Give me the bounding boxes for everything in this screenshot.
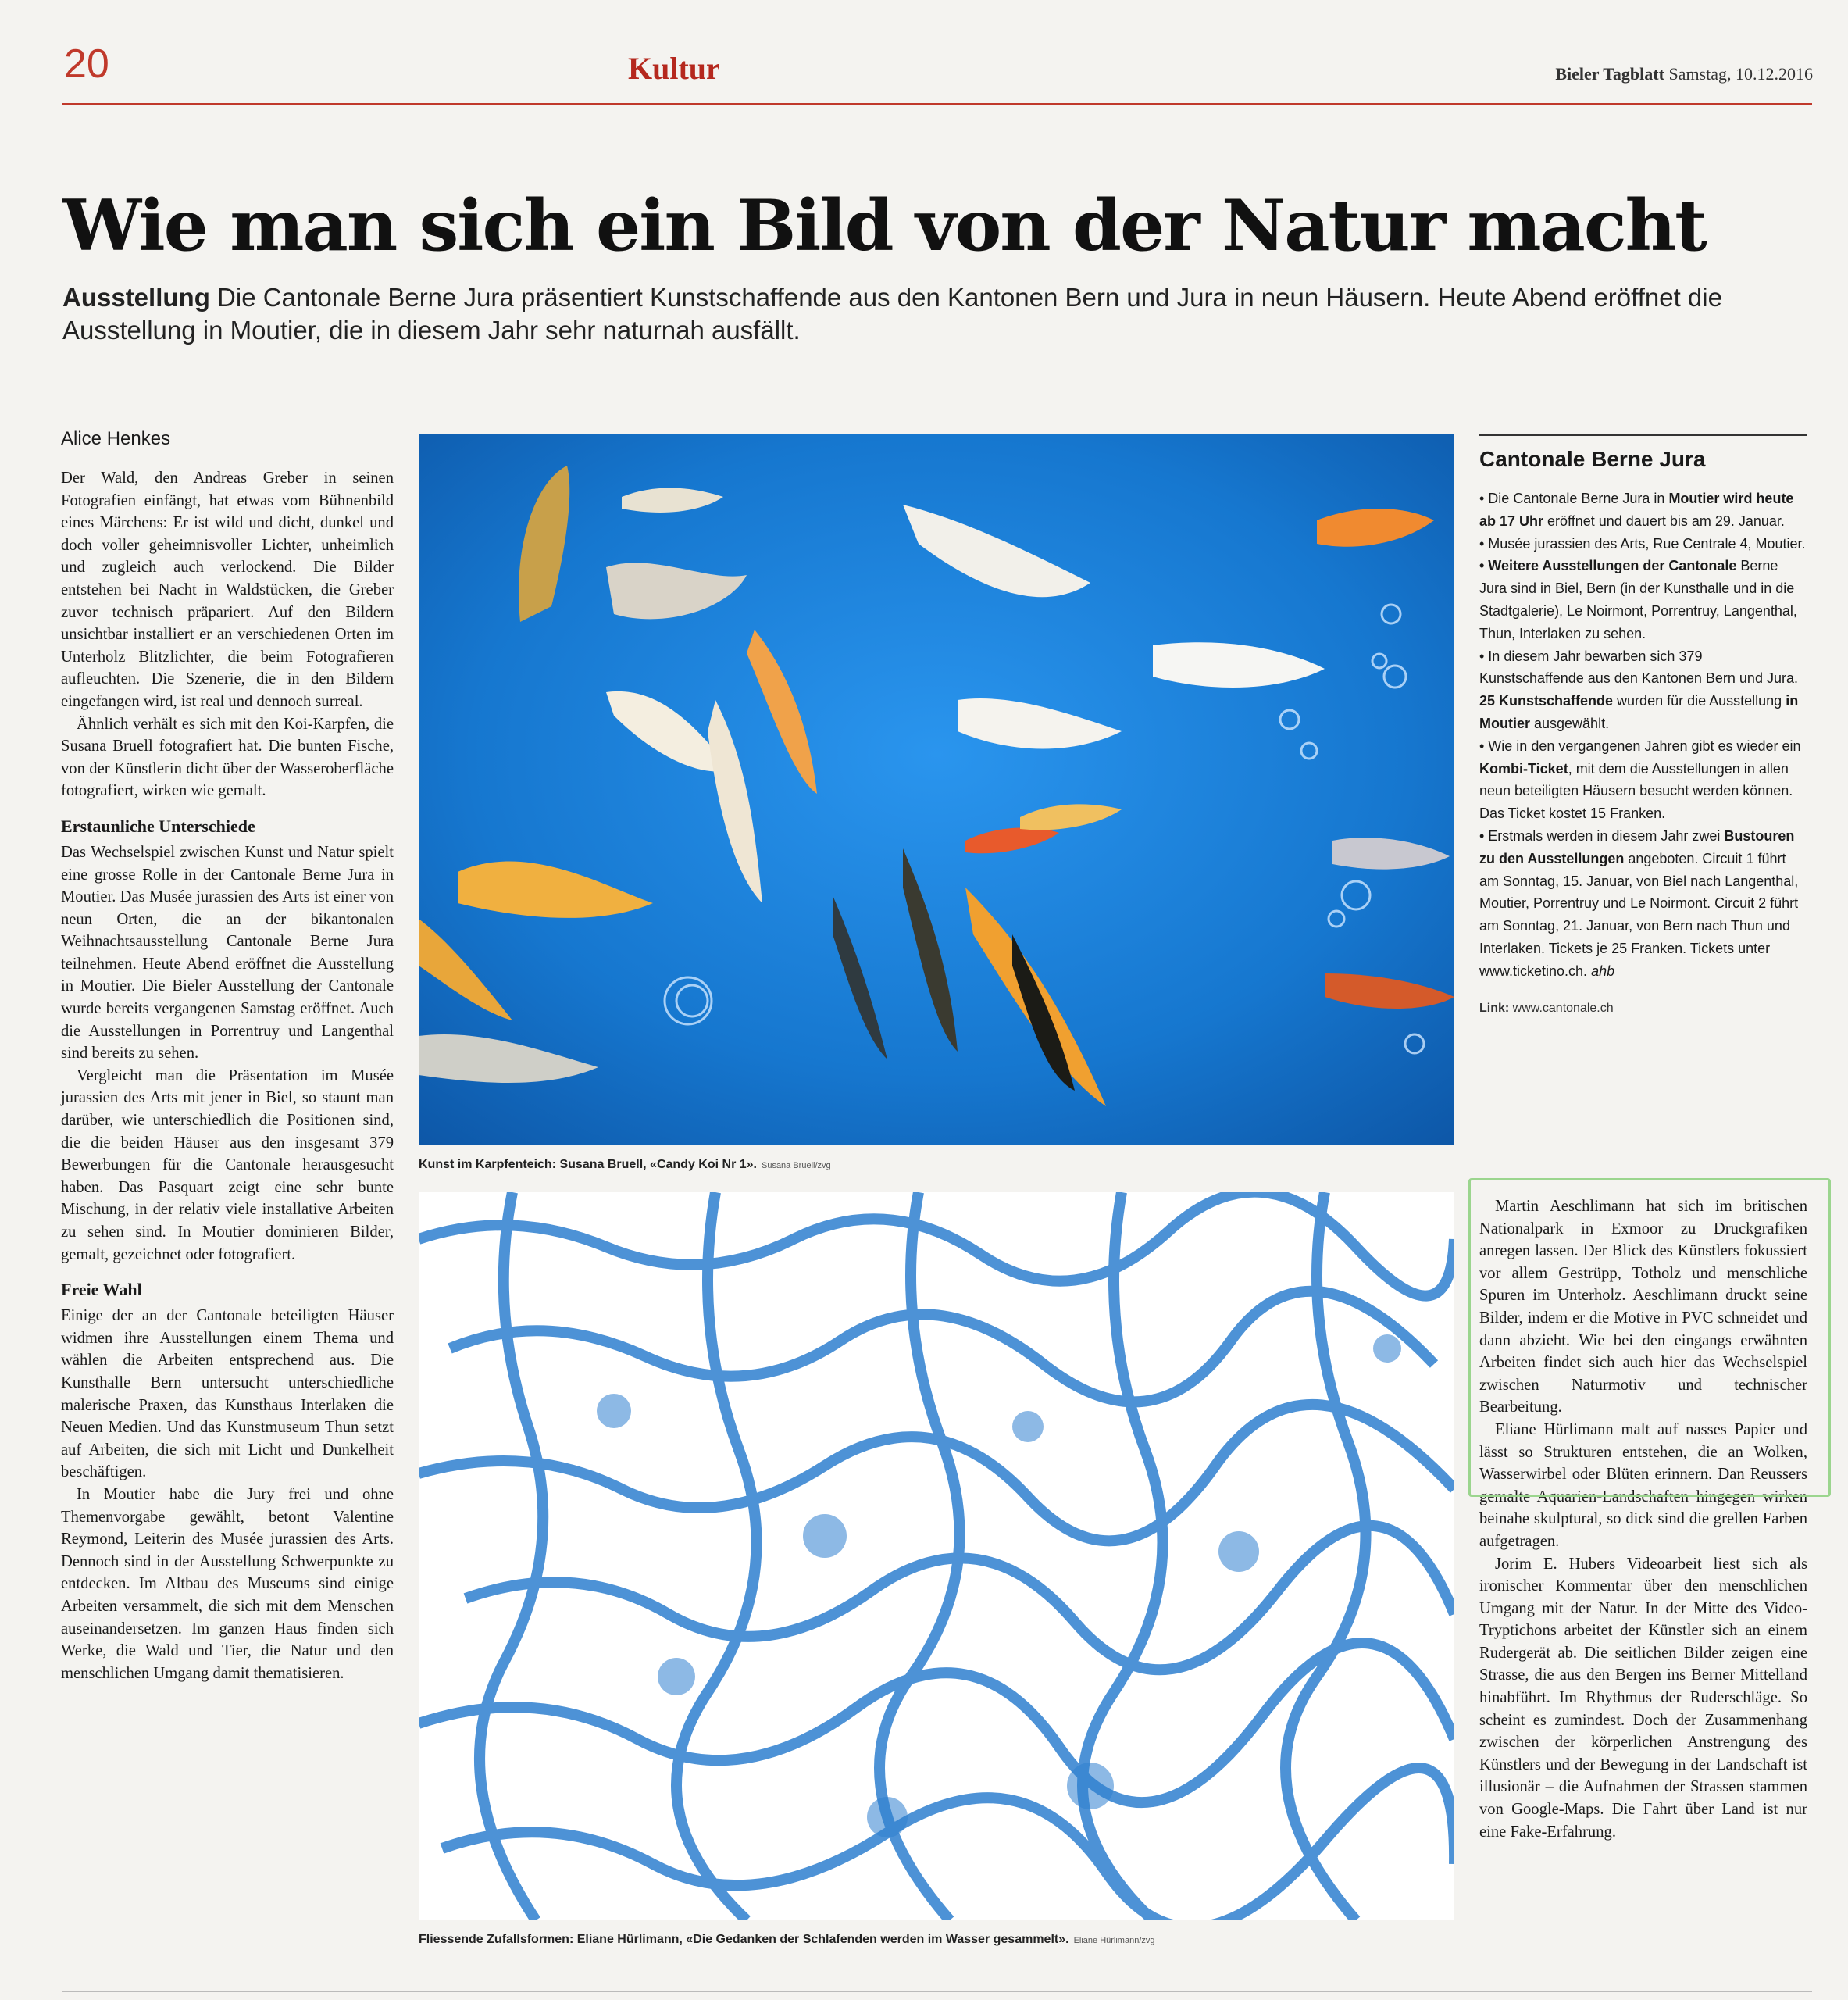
subheading: Erstaunliche Unterschiede <box>61 816 255 836</box>
info-text: Berne Jura sind in Biel, Bern (in der Kunsthalle und in die Stadtgalerie), Le Noirmont, Porrentruy, Langenthal, Thun, Interlaken zu sehen. <box>1479 558 1797 641</box>
koi-photograph <box>419 434 1454 1145</box>
info-item <box>1479 555 1807 645</box>
header-divider <box>62 103 1812 105</box>
info-bold: Moutier wird heute ab 17 Uhr <box>1479 491 1794 529</box>
info-item <box>1479 735 1807 825</box>
koi-artwork <box>419 434 1454 1145</box>
dek-kicker: Ausstellung <box>62 283 210 312</box>
info-bold: 25 Kunstschaffende <box>1479 693 1614 709</box>
info-bold: Kombi-Ticket <box>1479 760 1568 777</box>
highlight-box <box>1468 1178 1831 1497</box>
issue-date: Samstag, 10.12.2016 <box>1668 64 1813 84</box>
infobox-divider <box>1479 434 1807 436</box>
info-link <box>1479 1002 1807 1016</box>
infobox-title: Cantonale Berne Jura <box>1479 447 1706 471</box>
info-text: • Erstmals werden in diesem Jahr zwei <box>1479 827 1725 844</box>
author-initials: ahb <box>1591 962 1615 979</box>
dek-text: Die Cantonale Berne Jura präsentiert Kunstschaffende aus den Kantonen Bern und Jura in neun Häusern. Heute Abend eröffnet die Ausstellung in Moutier, die in diesem Jahr sehr naturnah ausfällt. <box>62 283 1722 345</box>
body-paragraph: Ähnlich verhält es sich mit den Koi-Karpfen, die Susana Bruell fotografiert hat. Die bunten Fische, von der Künstlerin dicht über der Wasseroberfläche fotografiert, wirken wie gemalt. <box>61 715 394 800</box>
section-label: Kultur <box>628 51 720 86</box>
info-text: eröffnet und dauert bis am 29. Januar. <box>1543 512 1785 529</box>
caption-text: Fliessende Zufallsformen: Eliane Hürlimann, «Die Gedanken der Schlafenden werden im Wasser gesammelt». <box>419 1933 1069 1946</box>
body-paragraph: Jorim E. Hubers Videoarbeit liest sich als ironischer Kommentar über den menschlichen Umgang mit der Natur. In der Mitte des Video-Tryptichons arbeitet der Künstler sich an einem Rudergerät ab. Die seitlichen Bilder zeigen eine Strasse, die aus den Bergen ins Berner Mittelland hinabführt. Im Rhythmus der Ruderschläge. So scheint es zumindest. Doch der Zusammenhang zwischen der körperlichen Anstrengung des Künstlers und der Bewegung in der Landschaft ist illusionär – die Aufnahmen der Strassen stammen von Google-Maps. Die Fahrt über Land ist nur eine Fake-Erfahrung. <box>1479 1555 1807 1841</box>
info-text: • In diesem Jahr bewarben sich 379 Kunstschaffende aus den Kantonen Bern und Jura. <box>1479 648 1798 687</box>
link-label: Link: <box>1479 1001 1510 1015</box>
info-item <box>1479 645 1807 735</box>
photo-credit: Susana Bruell/zvg <box>761 1161 831 1170</box>
info-text: wurden für die Ausstellung <box>1613 693 1786 709</box>
article-headline: Wie man sich ein Bild von der Natur macht <box>62 184 1706 267</box>
body-paragraph: Martin Aeschlimann hat sich im britischen Nationalpark in Exmoor zu Druckgrafiken anregen lassen. Der Blick des Künstlers fokussiert vor allem Gestrüpp, Totholz und menschliche Spuren im Unterholz. Aeschlimann druckt seine Bilder, indem er die Motive in PVC schneidet und dann abzieht. Wie bei den eingangs erwähnten Arbeiten findet sich auch hier das Wechselspiel zwischen Naturmotiv und technischer Bearbeitung. <box>1479 1198 1807 1416</box>
photo-credit: Eliane Hürlimann/zvg <box>1073 1936 1155 1945</box>
body-paragraph: Einige der an der Cantonale beteiligten Häuser widmen ihre Ausstellungen einem Thema und wählen die Arbeiten entsprechend aus. Die Kunsthalle Bern untersucht unterschiedliche malerische Praxen, das Kunsthaus Interlaken die Neuen Medien. Und das Kunstmuseum Thun setzt auf Arbeiten, die sich mit Licht und Dunkelheit beschäftigen. <box>61 1307 394 1481</box>
body-paragraph: Vergleicht man die Präsentation im Musée jurassien des Arts mit jener in Biel, so staunt man darüber, wie unterschiedlich die Positionen sind, die die beiden Häuser aus den insgesamt 379 Bewerbungen für die Cantonale herausgesucht haben. Das Pasquart zeigt eine sehr bunte Mischung, in der relativ viele installative Arbeiten zu sehen sind. In Moutier dominieren Bilder, gemalt, gezeichnet oder fotografiert. <box>61 1066 394 1263</box>
link-url[interactable]: www.cantonale.ch <box>1512 1001 1614 1015</box>
blue-artwork <box>419 1192 1454 1920</box>
article-dek <box>62 281 1750 347</box>
info-item: • Musée jurassien des Arts, Rue Centrale 4, Moutier. <box>1479 535 1806 552</box>
info-text: ausgewählt. <box>1530 715 1610 731</box>
body-paragraph: Eliane Hürlimann malt auf nasses Papier und lässt so Strukturen entstehen, die an Wolken, Wasserwirbel oder Blüten erinnern. Dan Reussers gemalte Aquarien-Landschaften hingegen wirken beinahe skulptural, so dick sind die grellen Farben aufgetragen. <box>1479 1420 1807 1550</box>
koi-photo-caption <box>419 1158 831 1172</box>
info-item <box>1479 488 1807 533</box>
body-paragraph: In Moutier habe die Jury frei und ohne Themenvorgabe gewählt, betont Valentine Reymond, Leiterin des Musée jurassien des Arts. Dennoch sind in der Ausstellung Schwerpunkte zu entdecken. Im Altbau des Museums sind einige Arbeiten versammelt, die sich mit dem Menschen auseinandersetzen. Im ganzen Haus finden sich Werke, die Wald und Tier, die Natur und den menschlichen Umgang damit thematisieren. <box>61 1485 394 1682</box>
info-box <box>1479 434 1807 1016</box>
subheading: Freie Wahl <box>61 1280 142 1300</box>
info-text: • Die Cantonale Berne Jura in <box>1479 491 1669 506</box>
info-text: • Wie in den vergangenen Jahren gibt es wieder ein <box>1479 738 1801 754</box>
info-text: , mit dem die Ausstellungen in allen neun beteiligten Häusern besucht werden können. Das Ticket kostet 15 Franken. <box>1479 760 1793 822</box>
info-bold: in Moutier <box>1479 693 1799 731</box>
info-item <box>1479 825 1807 983</box>
info-bold: Bustouren zu den Ausstellungen <box>1479 827 1795 866</box>
blue-painting-photograph <box>419 1192 1454 1920</box>
author-byline: Alice Henkes <box>61 428 171 449</box>
caption-text: Kunst im Karpfenteich: Susana Bruell, «Candy Koi Nr 1». <box>419 1158 757 1171</box>
info-text: angeboten. Circuit 1 führt am Sonntag, 15. Januar, von Biel nach Langenthal, Moutier, Porrentruy und Le Noirmont. Circuit 2 führt am Sonntag, 21. Januar, von Bern nach Thun und Interlaken. Tickets je 25 Franken. Tickets unter www.ticketino.ch. <box>1479 850 1799 979</box>
paper-name: Bieler Tagblatt <box>1555 64 1664 84</box>
body-paragraph: Das Wechselspiel zwischen Kunst und Natur spielt eine grosse Rolle in der Cantonale Berne Jura in Moutier. Das Musée jurassien des Arts ist einer von neun Orten, die an der bikantonalen Weihnachtsausstellung Cantonale Berne Jura teilnehmen. Heute Abend eröffnet die Ausstellung in Moutier. Die Bieler Ausstellung der Cantonale wurde bereits vergangenen Samstag eröffnet. Auch die Ausstellungen in Porrentruy und Langenthal sind bereits zu sehen. <box>61 843 394 1062</box>
body-paragraph: Der Wald, den Andreas Greber in seinen Fotografien einfängt, hat etwas vom Bühnenbild eines Märchens: Er ist wild und dicht, dunkel und doch voller geheimnisvoller Lichter, unheimlich und zugleich auch verlockend. Die Bilder entstehen bei Nacht in Waldstücken, die Greber zuvor technisch präpariert. Auf den Bildern unsichtbar installiert er an verschiedenen Orten im Unterholz Blitzlichter, die beim Fotografieren aufleuchten. Die Szenerie, die in den Bildern eingefangen wird, ist real und dennoch surreal. <box>61 470 394 710</box>
footer-divider <box>62 1991 1812 1992</box>
info-bold: • Weitere Ausstellungen der Cantonale <box>1479 558 1737 574</box>
left-text-column <box>61 428 394 1684</box>
blue-painting-caption <box>419 1933 1155 1947</box>
masthead-info <box>1555 64 1813 84</box>
page-number: 20 <box>64 41 109 87</box>
